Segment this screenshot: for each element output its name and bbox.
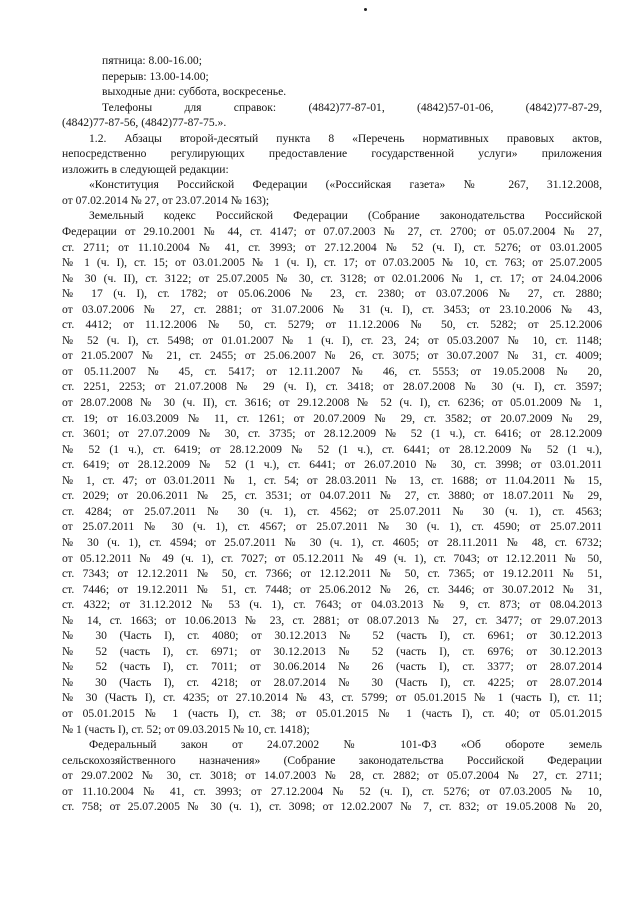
text-line: № 17 (ч. I), ст. 1782; от 05.06.2006 № 23, ст. 2380; от 03.07.2006 № 27, ст. 2880; [62,287,602,301]
text-line: Земельный кодекс Российской Федерации (Собрание законодательства Российской [89,209,602,223]
text-line: ст. 2711; от 11.10.2004 № 41, ст. 3993; от 27.12.2004 № 52 (ч. I), ст. 5276; от 03.01.2005 [62,240,602,254]
text-line: № 52 (ч. I), ст. 5498; от 01.01.2007 № 1 (ч. I), ст. 23, 24; от 05.03.2007 № 10, ст. 1148; [62,333,602,347]
text-line: № 52 (часть I), ст. 7011; от 30.06.2014 № 26 (часть I), ст. 3377; от 28.07.2014 [62,660,602,674]
text-line: от 07.02.2014 № 27, от 23.07.2014 № 163); [62,193,270,207]
text-line: 1.2. Абзацы второй-десятый пункта 8 «Перечень нормативных правовых актов, [89,131,602,145]
text-line: ст. 4284; от 25.07.2011 № 30 (ч. 1), ст. 4562; от 25.07.2011 № 30 (ч. 1), ст. 4563; [62,504,602,518]
text-line: непосредственно регулирующих предоставление государственной услуги» приложения [62,147,602,161]
text-line: от 11.10.2004 № 41, ст. 3993; от 27.12.2004 № 52 (ч. I), ст. 5276; от 07.03.2005 № 10, [62,784,602,798]
text-line: от 03.07.2006 № 27, ст. 2881; от 31.07.2006 № 31 (ч. I), ст. 3453; от 23.10.2006 № 43, [62,302,602,316]
text-line: от 28.07.2008 № 30 (ч. II), ст. 3616; от 29.12.2008 № 52 (ч. I), ст. 6236; от 05.01.2009 № 1, [62,396,602,410]
scan-dot [364,8,367,11]
text-line: от 21.05.2007 № 21, ст. 2455; от 25.06.2007 № 26, ст. 3075; от 30.07.2007 № 31, ст. 4009; [62,349,602,363]
text-line: Телефоны для справок: (4842)77-87-01, (4842)57-01-06, (4842)77-87-29, [102,100,602,114]
text-line: ст. 2029; от 20.06.2011 № 25, ст. 3531; от 04.07.2011 № 27, ст. 3880; от 18.07.2011 № 29, [62,489,602,503]
text-line: перерыв: 13.00-14.00; [102,69,209,83]
text-line: № 14, ст. 1663; от 10.06.2013 № 23, ст. 2881; от 08.07.2013 № 27, ст. 3477; от 29.07.2013 [62,613,602,627]
text-line: № 52 (часть I), ст. 6971; от 30.12.2013 № 52 (часть I), ст. 6976; от 30.12.2013 [62,644,602,658]
text-line: № 30 (ч. 1), ст. 4594; от 25.07.2011 № 30 (ч. 1), ст. 4605; от 28.11.2011 № 48, ст. 6732; [62,535,602,549]
text-line: от 25.07.2011 № 30 (ч. 1), ст. 4567; от 25.07.2011 № 30 (ч. 1), ст. 4590; от 25.07.2011 [62,520,602,534]
text-line: № 30 (Часть I), ст. 4218; от 28.07.2014 № 30 (Часть I), ст. 4225; от 28.07.2014 [62,675,602,689]
text-line: пятница: 8.00-16.00; [102,54,202,67]
text-line: от 05.11.2007 № 45, ст. 5417; от 12.11.2007 № 46, ст. 5553; от 19.05.2008 № 20, [62,364,602,378]
text-line: № 52 (1 ч.), ст. 6419; от 28.12.2009 № 52 (1 ч.), ст. 6441; от 28.12.2009 № 52 (1 ч.), [62,442,602,456]
text-line: Федерации от 29.10.2001 № 44, ст. 4147; от 07.07.2003 № 27, ст. 2700; от 05.07.2004 № 27, [62,225,602,239]
text-line: Федеральный закон от 24.07.2002 № 101-ФЗ «Об обороте земель [89,738,602,752]
document-body [62,53,602,815]
text-line: от 05.12.2011 № 49 (ч. 1), ст. 7027; от 05.12.2011 № 49 (ч. 1), ст. 7043; от 12.12.2011 № 50, [62,551,602,565]
text-line: № 30 (Часть I), ст. 4080; от 30.12.2013 № 52 (часть I), ст. 6961; от 30.12.2013 [62,629,602,643]
text-line: сельскохозяйственного назначения» (Собрание законодательства Российской Федерации [62,753,602,767]
text-line: № 1 (часть I), ст. 52; от 09.03.2015 № 10, ст. 1418); [62,722,310,736]
text-line: от 29.07.2002 № 30, ст. 3018; от 14.07.2003 № 28, ст. 2882; от 05.07.2004 № 27, ст. 2711; [62,769,602,783]
text-line: № 1 (ч. I), ст. 15; от 03.01.2005 № 1 (ч. I), ст. 17; от 07.03.2005 № 10, ст. 763; от 25.07.2005 [62,256,602,270]
text-line: № 1, ст. 47; от 03.01.2011 № 1, ст. 54; от 28.03.2011 № 13, ст. 1688; от 11.04.2011 № 15, [62,473,602,487]
text-line: № 30 (ч. II), ст. 3122; от 25.07.2005 № 30, ст. 3128; от 02.01.2006 № 1, ст. 17; от 24.04.2006 [62,271,602,285]
text-line: ст. 3601; от 27.07.2009 № 30, ст. 3735; от 28.12.2009 № 52 (1 ч.), ст. 6416; от 28.12.2009 [62,427,602,441]
text-line: выходные дни: суббота, воскресенье. [102,85,287,99]
text-line: ст. 2251, 2253; от 21.07.2008 № 29 (ч. I), ст. 3418; от 28.07.2008 № 30 (ч. I), ст. 3597; [62,380,602,394]
text-line: изложить в следующей редакции: [62,162,229,176]
text-line: ст. 758; от 25.07.2005 № 30 (ч. 1), ст. 3098; от 12.02.2007 № 7, ст. 832; от 19.05.2008 № 20, [62,800,602,814]
text-line: ст. 6419; от 28.12.2009 № 52 (1 ч.), ст. 6441; от 26.07.2010 № 30, ст. 3998; от 03.01.2011 [62,458,602,472]
text-line: ст. 4412; от 11.12.2006 № 50, ст. 5279; от 11.12.2006 № 50, ст. 5282; от 25.12.2006 [62,318,602,332]
text-line: ст. 19; от 16.03.2009 № 11, ст. 1261; от 20.07.2009 № 29, ст. 3582; от 20.07.2009 № 29, [62,411,602,425]
text-line: (4842)77-87-56, (4842)77-87-75.». [62,116,227,130]
text-line: № 30 (Часть I), ст. 4235; от 27.10.2014 № 43, ст. 5799; от 05.01.2015 № 1 (часть I), ст. 11; [62,691,602,705]
text-line: ст. 4322; от 31.12.2012 № 53 (ч. 1), ст. 7643; от 04.03.2013 № 9, ст. 873; от 08.04.2013 [62,598,602,612]
text-line: «Конституция Российской Федерации («Российская газета» № 267, 31.12.2008, [89,178,602,192]
text-line: ст. 7343; от 12.12.2011 № 50, ст. 7366; от 12.12.2011 № 50, ст. 7365; от 19.12.2011 № 51, [62,567,602,581]
text-line: ст. 7446; от 19.12.2011 № 51, ст. 7448; от 25.06.2012 № 26, ст. 3446; от 30.07.2012 № 31, [62,582,602,596]
text-line: от 05.01.2015 № 1 (часть I), ст. 38; от 05.01.2015 № 1 (часть I), ст. 40; от 05.01.2015 [62,706,602,720]
